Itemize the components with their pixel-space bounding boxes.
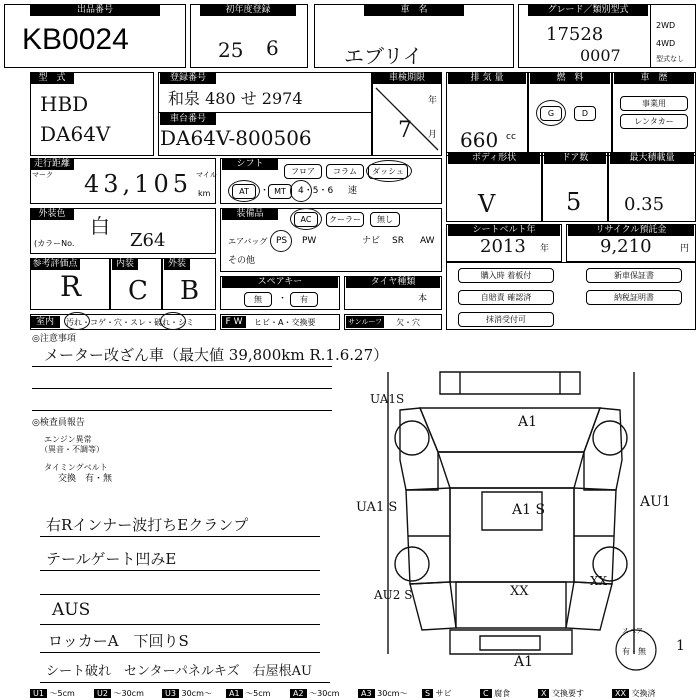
- first-reg-year: 25: [218, 38, 244, 62]
- legend-item-xx: [612, 688, 656, 700]
- equip-ac: AC: [294, 212, 318, 227]
- shift-label: シフト: [222, 158, 278, 170]
- displacement-label: 排 気 量: [448, 72, 526, 84]
- grade-opt-4wd: 4WD: [656, 39, 676, 48]
- chassis-no-label: 車台番号: [160, 113, 216, 125]
- legend-key: U2: [94, 689, 111, 698]
- chassis-no-value: DA64V-800506: [160, 126, 312, 150]
- equip-navi: ナビ: [362, 236, 381, 246]
- fuel-opt-d: D: [574, 106, 596, 121]
- reg-no-value: 和泉 480 せ 2974: [168, 89, 303, 108]
- load-value: 0.35: [624, 194, 665, 215]
- legend-key: U1: [30, 689, 47, 698]
- mark-rear-xx: XX: [510, 584, 529, 599]
- spare-key-sep: ・: [278, 294, 288, 304]
- equip-none: 無し: [370, 212, 400, 227]
- model-label: 型 式: [30, 72, 74, 84]
- recycle-label: リサイクル預託金: [568, 224, 694, 236]
- seatbelt-unit: 年: [540, 244, 550, 254]
- seatbelt-label: シートベルト年: [448, 224, 560, 236]
- equip-pw: PW: [302, 236, 317, 246]
- sunroof-value: 欠・穴: [396, 318, 420, 327]
- interior-label: 内装: [112, 258, 138, 270]
- load-label: 最大積載量: [610, 152, 694, 164]
- legend-key: A3: [358, 689, 375, 698]
- inspector-note-1: 右Rインナー波打ちEクランプ: [46, 516, 249, 534]
- inspector-note-4: ロッカーA 下回りS: [48, 632, 189, 650]
- sunroof-label: サンルーフ: [347, 318, 383, 326]
- notes-line1: メーター改ざん車（最大値 39,800km R.1.6.27）: [44, 346, 389, 364]
- mark-rear-center: A1: [514, 654, 534, 670]
- inspector-timing: タイミングベルト: [44, 463, 108, 472]
- mark-center: A1 S: [512, 502, 546, 518]
- inspector-engine-sub: （異音・不調等）: [40, 445, 104, 454]
- shift-speed: 速: [348, 186, 358, 196]
- legend-value: ～5cm: [46, 689, 75, 698]
- first-reg-month: 6: [266, 36, 279, 60]
- legend-item-a1: [226, 688, 270, 700]
- mark-left-rear: AU2 S: [374, 588, 413, 602]
- mark-left-mid: UA1 S: [356, 500, 398, 515]
- mark-right-mid: AU1: [640, 494, 671, 510]
- mileage-mark: マーク: [32, 171, 53, 179]
- shift-dash: ダッシュ: [368, 164, 408, 179]
- recycle-unit: 円: [680, 244, 690, 254]
- mark-rear-right: XX: [590, 574, 608, 588]
- legend-value: ～30cm: [110, 689, 144, 698]
- doc-delete: 抹消受付可: [458, 312, 554, 327]
- mileage-unit-km: km: [198, 189, 211, 198]
- fuel-label: 燃 料: [530, 72, 610, 84]
- equip-ps: PS: [276, 236, 288, 246]
- spare-key-none: 無: [244, 292, 272, 307]
- lot-number: KB0024: [22, 23, 129, 56]
- spare-key-yes: 有: [290, 292, 318, 307]
- shift-at: AT: [232, 184, 256, 199]
- displacement-unit: cc: [506, 132, 516, 142]
- shift-gears: 4・5・6: [298, 186, 334, 196]
- ext-color-code: Z64: [130, 230, 166, 251]
- legend-key: A2: [290, 689, 307, 698]
- shift-column: コラム: [326, 164, 364, 179]
- mark-front-center: A1: [518, 414, 538, 430]
- legend-item-a3: [358, 688, 407, 700]
- doc-tax-cert: 納税証明書: [586, 290, 682, 305]
- legend-key: XX: [612, 689, 629, 698]
- spare-label: スペア: [622, 627, 643, 635]
- inspection-strike: [372, 84, 442, 156]
- fw-label: F W: [222, 316, 246, 328]
- interior-value: C: [128, 276, 148, 306]
- spare-key-label: スペアキー: [222, 276, 338, 288]
- legend-key: S: [422, 689, 433, 698]
- ext-color-code-label: (カラーNo.: [34, 239, 75, 248]
- exterior-value: B: [180, 276, 200, 306]
- tire-label: タイヤ種類: [346, 276, 440, 288]
- equip-ac-circle: [290, 208, 322, 230]
- spare-mark: 1: [676, 638, 685, 654]
- body-type-value: V: [478, 190, 496, 218]
- interior-notes-circle-1: [64, 312, 90, 330]
- equip-sr: SR: [392, 236, 404, 246]
- inspector-note-3: AUS: [52, 600, 91, 620]
- doc-self-cert: 自賠責 確認済: [458, 290, 554, 305]
- inspection-month-unit: 月: [428, 130, 438, 140]
- reg-no-label: 登録番号: [160, 72, 216, 84]
- legend-value: 30cm～: [178, 689, 212, 698]
- history-label: 車 歴: [614, 72, 694, 84]
- shift-mt: MT: [268, 184, 292, 199]
- seatbelt-value: 2013: [480, 236, 526, 257]
- legend-key: A1: [226, 689, 243, 698]
- body-type-label: ボディ形状: [448, 152, 540, 164]
- inspection-label: 車検期限: [372, 72, 442, 84]
- history-opt-rental: レンタカー: [620, 114, 688, 129]
- equip-aw: AW: [420, 236, 435, 246]
- inspector-timing-sub: 交換 有・無: [58, 474, 113, 484]
- legend-value: 30cm～: [374, 689, 408, 698]
- grade-opt-2wd: 2WD: [656, 21, 676, 30]
- inspector-label: ◎検査員報告: [32, 418, 85, 428]
- notes-label: ◎注意事項: [32, 334, 76, 344]
- legend-item-u3: [162, 688, 212, 700]
- mileage-label: 走行距離: [30, 158, 74, 170]
- exterior-label: 外装: [164, 258, 190, 270]
- legend-item-s: [422, 688, 452, 700]
- mark-front-left: UA1S: [370, 392, 405, 406]
- legend-value: サビ: [433, 689, 452, 698]
- inspection-value: 7: [398, 118, 412, 143]
- displacement-value: 660: [460, 128, 499, 152]
- legend-value: ～30cm: [306, 689, 340, 698]
- car-name-value: エブリイ: [344, 44, 423, 68]
- interior-notes-label: 室内: [30, 316, 60, 328]
- shift-dash-circle: [366, 160, 412, 182]
- legend-key: U3: [162, 689, 179, 698]
- shift-at-circle: [228, 180, 260, 202]
- equip-cooler: クーラー: [326, 212, 364, 227]
- interior-notes-circle-2: [160, 312, 186, 330]
- shift-floor: フロア: [284, 164, 322, 179]
- doors-label: ドア数: [544, 152, 606, 164]
- legend-item-u1: [30, 688, 75, 700]
- first-reg-label: 初年度登録: [200, 4, 296, 16]
- fuel-opt-g: G: [540, 106, 562, 121]
- lot-label: 出品番号: [30, 4, 160, 16]
- car-name-label: 車 名: [364, 4, 464, 16]
- model-line2: DA64V: [40, 122, 111, 146]
- grade-opt-none: 型式なし: [656, 55, 684, 63]
- inspector-note-5: シート破れ センターパネルキズ 右屋根AU: [46, 664, 312, 679]
- legend-value: 交換要す: [549, 689, 585, 698]
- ext-color-value: 白: [90, 214, 110, 238]
- doc-purchase: 購入時 着板付: [458, 268, 554, 283]
- spare-value: 有・無: [622, 647, 646, 656]
- grade-line2: 0007: [580, 46, 621, 65]
- legend-item-c: [480, 688, 510, 700]
- equip-ps-circle: [270, 230, 292, 252]
- legend-bar: [30, 688, 696, 700]
- fuel-circle: [536, 100, 566, 126]
- legend-key: C: [480, 689, 492, 698]
- legend-value: 腐食: [491, 689, 511, 698]
- shift-gear-circle: [290, 180, 312, 202]
- equipment-label: 装備品: [222, 208, 278, 220]
- doors-value: 5: [566, 188, 582, 216]
- legend-value: ～5cm: [242, 689, 271, 698]
- shift-sep: ・: [260, 186, 270, 196]
- legend-item-a2: [290, 688, 339, 700]
- legend-item-x: [538, 688, 584, 700]
- doc-new-tax: 新車保証書: [586, 268, 682, 283]
- recycle-value: 9,210: [600, 236, 652, 257]
- legend-item-u2: [94, 688, 144, 700]
- equip-pa: エアバッグ: [228, 237, 268, 246]
- tire-size: 本: [418, 294, 428, 304]
- grade-label: グレード／類別型式: [528, 4, 648, 16]
- model-line1: HBD: [40, 92, 89, 116]
- legend-key: X: [538, 689, 549, 698]
- score-label: 参考評価点: [30, 258, 80, 270]
- equip-other: その他: [228, 256, 256, 266]
- inspector-note-2: テールゲート凹みE: [46, 550, 177, 568]
- inspector-engine: エンジン異常: [44, 435, 92, 444]
- mileage-value: 43,105: [84, 170, 192, 198]
- history-opt-business: 事業用: [620, 96, 688, 111]
- mileage-unit-mile: マイル: [196, 171, 217, 179]
- score-value: R: [60, 270, 82, 303]
- ext-color-label: 外装色: [30, 208, 74, 220]
- interior-notes-value: 汚れ・コゲ・穴・スレ・破れ・シミ: [66, 318, 194, 327]
- inspection-year-unit: 年: [428, 96, 438, 106]
- legend-value: 交換済: [628, 689, 656, 698]
- grade-line1: 17528: [546, 24, 604, 45]
- fw-value: ヒビ・A・交換要: [254, 318, 316, 327]
